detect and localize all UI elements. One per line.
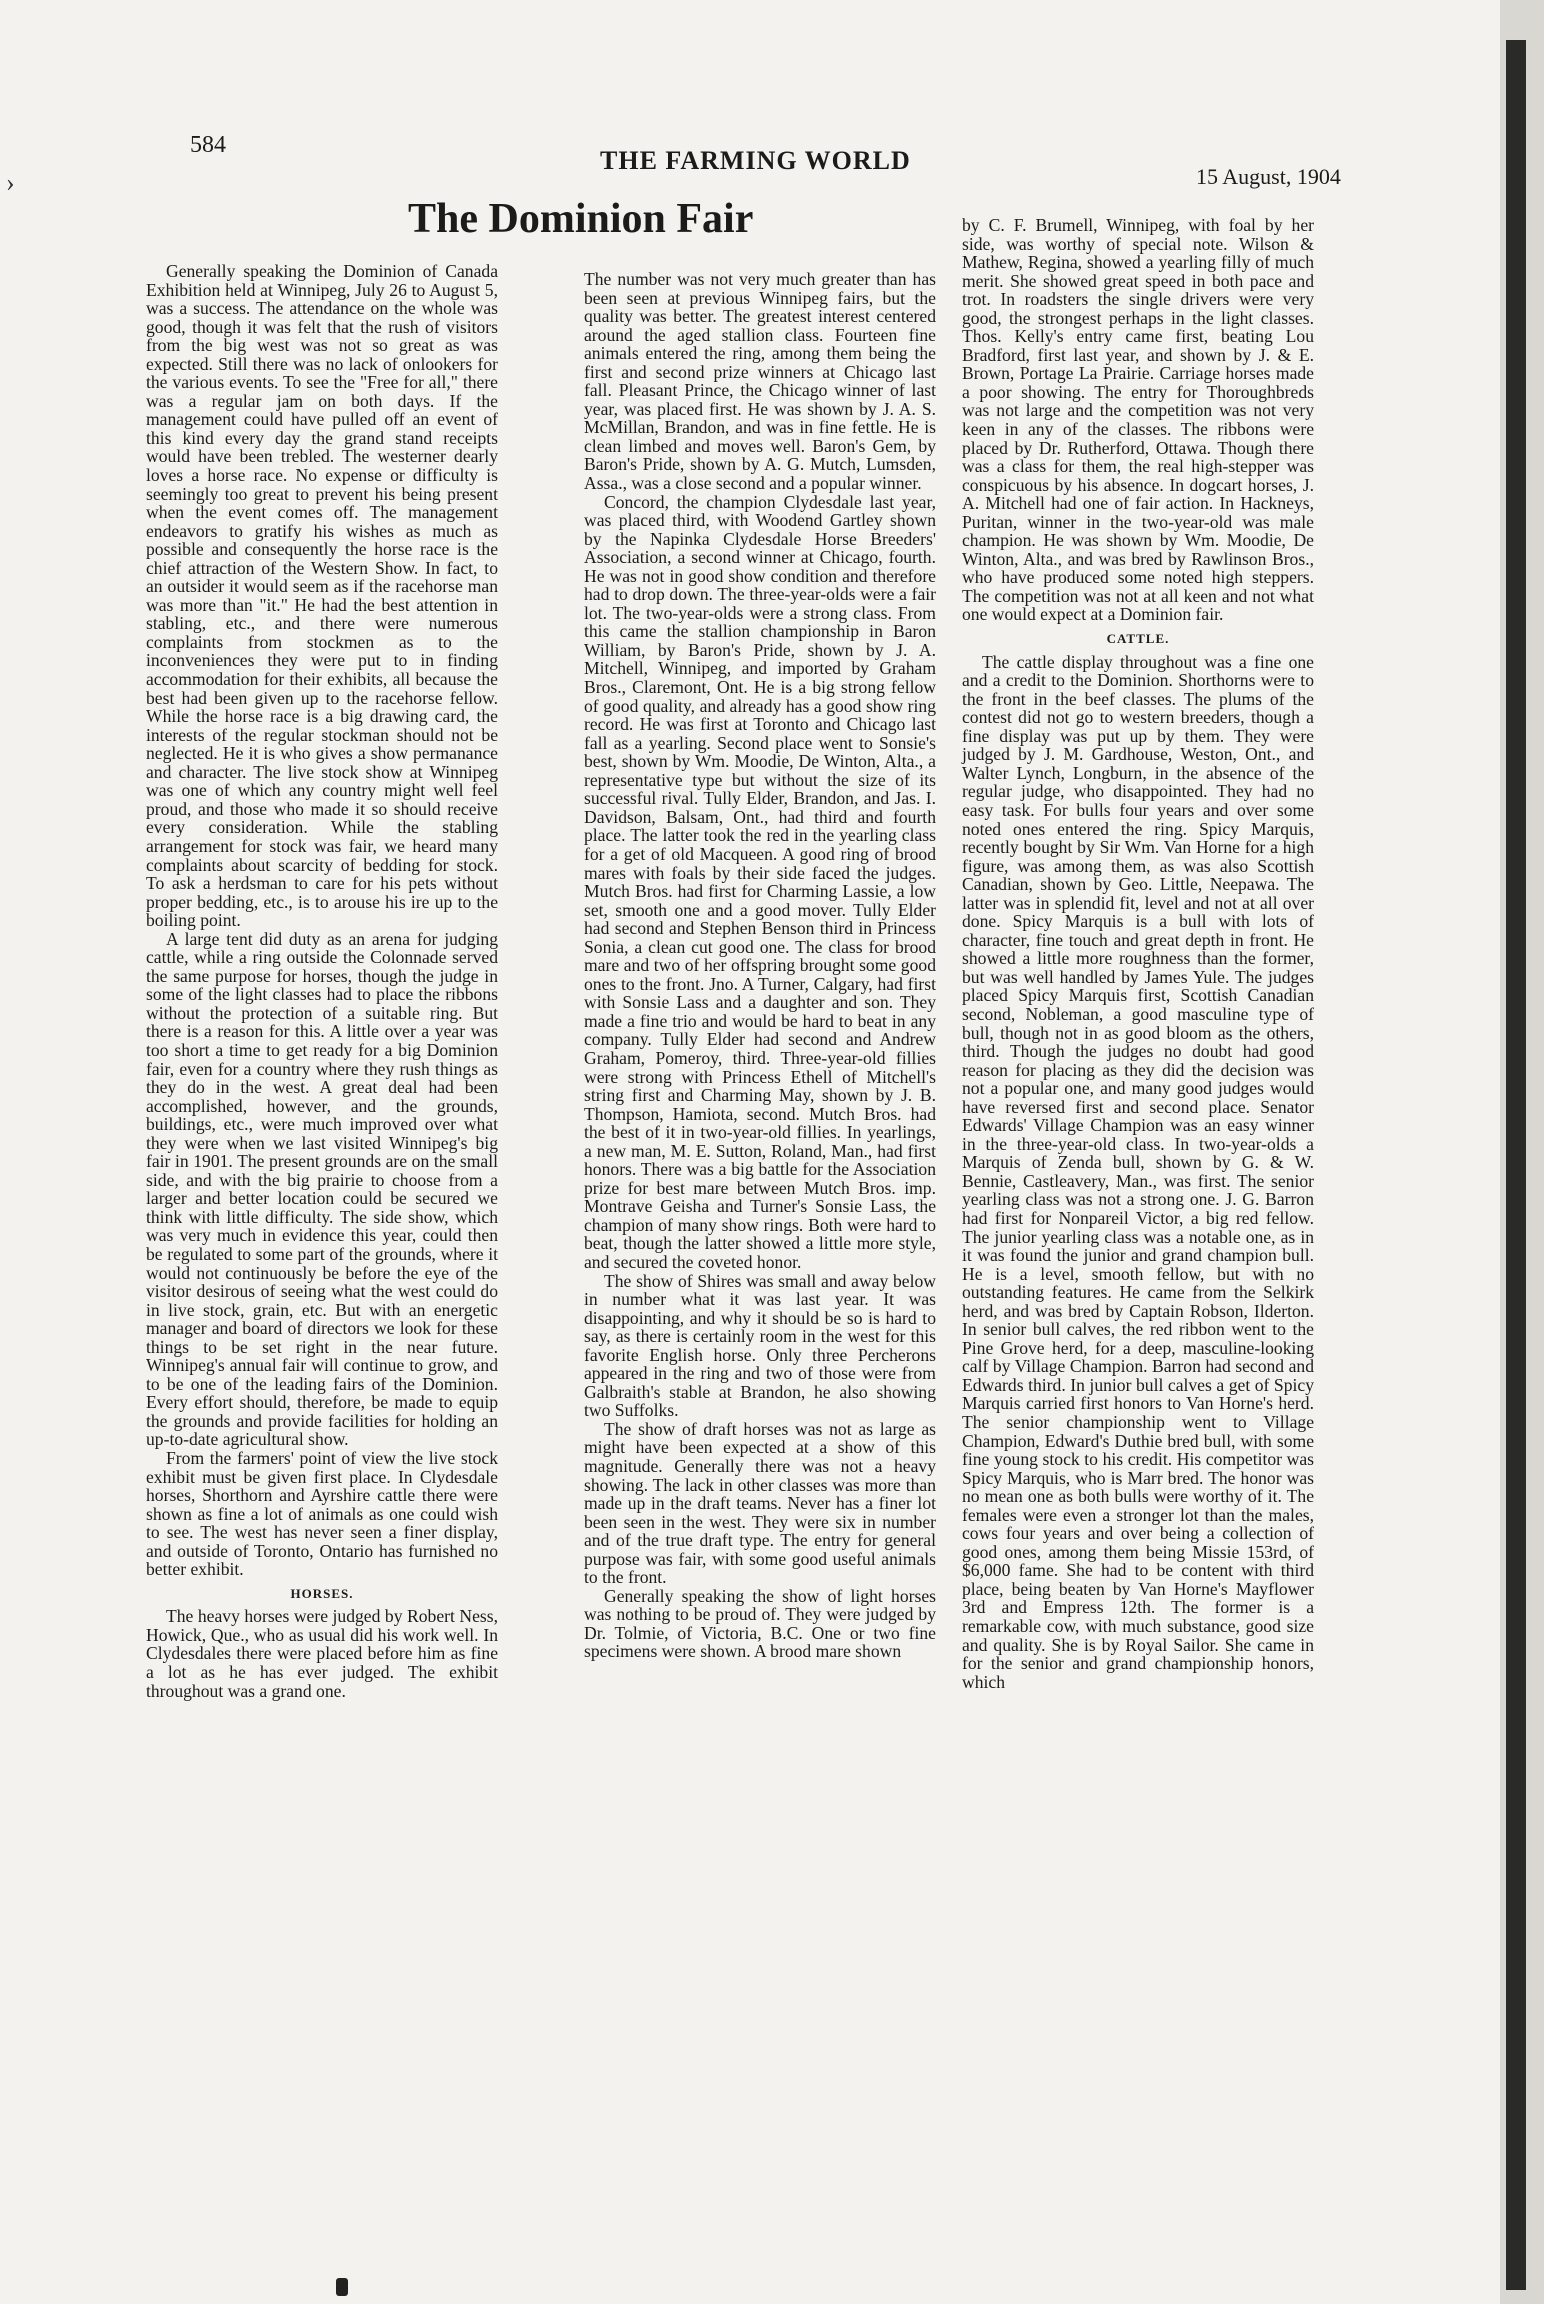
paragraph: The number was not very much greater than has been seen at previous Winnipeg fairs, but the quality was better. The greatest interest centered around the aged stallion class. Fourteen fine animals entered the ring, among them being the first and second prize winners at Chicago last fall. Pleasant Prince, the Chicago winner of last year, was placed first. He was shown by J. A. S. McMillan, Brandon, and was in fine fettle. He is clean limbed and moves well. Baron's Gem, by Baron's Pride, shown by A. G. Mutch, Lumsden, Assa., was a close second and a popular winner. [584,269,936,494]
paragraph: From the farmers' point of view the live stock exhibit must be given first place. In Clydesdale horses, Shorthorn and Ayrshire cattle there were shown as fine a lot of animals as one could wish to see. The west has never seen a finer display, and outside of Toronto, Ontario has furnished no better exhibit. [146,1448,498,1580]
running-head: THE FARMING WORLD [600,146,911,175]
article-column-2 [584,270,936,1661]
section-heading-cattle: CATTLE. [1106,631,1170,647]
issue-date: 15 August, 1904 [1196,164,1341,189]
paragraph: The heavy horses were judged by Robert Ness, Howick, Que., who as usual did his work well. In Clydesdales there were placed before him as fine a lot as he has ever judged. The exhibit throughout was a grand one. [146,1606,498,1701]
scan-artifact-left: › [6,168,15,197]
paragraph: Generally speaking the show of light horses was nothing to be proud of. They were judged by Dr. Tolmie, of Victoria, B.C. One or two fine specimens were shown. A brood mare shown [584,1585,936,1662]
paragraph: by C. F. Brumell, Winnipeg, with foal by her side, was worthy of special note. Wilson & Mathew, Regina, showed a yearling filly of much merit. She showed great speed in both pace and trot. In roadsters the single drivers were very good, the strongest perhaps in the light classes. Thos. Kelly's entry came first, beating Lou Bradford, first last year, and shown by J. & E. Brown, Portage La Prairie. Carriage horses made a poor showing. The entry for Thoroughbreds was not large and the competition was not very keen in any of the classes. The ribbons were placed by Dr. Rutherford, Ottawa. Though there was a class for them, the real high-stepper was conspicuous by his absence. In dogcart horses, J. A. Mitchell had one of fair action. In Hackneys, Puritan, winner in the two-year-old was male champion. He was shown by Wm. Moodie, De Winton, Alta., and was bred by Rawlinson Bros., who have produced some noted high steppers. The competition was not at all keen and not what one would expect at a Dominion fair. [962,215,1314,625]
paragraph: Generally speaking the Dominion of Canada Exhibition held at Winnipeg, July 26 to August 5, was a success. The attendance on the whole was good, though it was felt that the rush of visitors from the big west was not so great as was expected. Still there was no lack of onlookers for the various events. To see the "Free for all," there was a regular jam on both days. If the management could have pulled off an event of this kind every day the grand stand receipts would have been trebled. The westerner dearly loves a horse race. No expense or difficulty is seemingly too great to prevent his being present when the event comes off. The management endeavors to gratify his wishes as much as possible and consequently the horse race is the chief attraction of the Western Show. In fact, to an outsider it would seem as if the racehorse man was more than "it." He had the best attention in stabling, etc., and there were numerous complaints from stockmen as to the inconveniences they were put to in finding accommodation for their exhibits, all because the best had been given up to the racehorse fellow. While the horse race is a big drawing card, the interests of the regular stockman should not be neglected. He it is who gives a show permanance and character. The live stock show at Winnipeg was one of which any country might well feel proud, and those who made it so should receive every consideration. While the stabling arrangement for stock was fair, we heard many complaints about scarcity of bedding for stock. To ask a herdsman to care for his pets without proper bedding, etc., is to arouse his ire up to the boiling point. [146,261,498,931]
article-column-3 [962,216,1314,1691]
section-heading-horses: HORSES. [290,1585,354,1601]
paragraph: The cattle display throughout was a fine one and a credit to the Dominion. Shorthorns were to the front in the beef classes. The plums of the contest did not go to western breeders, though a fine display was put up by them. They were judged by J. M. Gardhouse, Weston, Ont., and Walter Lynch, Longburn, in the absence of the regular judge, who disappointed. They had no easy task. For bulls four years and over some noted ones entered the ring. Spicy Marquis, recently bought by Sir Wm. Van Horne for a high figure, was among them, as was also Scottish Canadian, shown by Geo. Little, Neepawa. The latter was in splendid fit, level and not at all over done. Spicy Marquis is a bull with lots of character, fine touch and great depth in front. He showed a little more roughness than the former, but was well handled by James Yule. The judges placed Spicy Marquis first, Scottish Canadian second, Nobleman, a good masculine type of bull, though not in as good bloom as the others, third. Though the judges no doubt had good reason for placing as they did the decision was not a popular one, and many good judges would have reversed first and second place. Senator Edwards' Village Champion was an easy winner in the three-year-old class. In two-year-olds a Marquis of Zenda bull, shown by G. & W. Bennie, Castleavery, Man., was first. The senior yearling class was not a strong one. J. G. Barron had first for Nonpareil Victor, a big red fellow. The junior yearling class was a notable one, as in it was found the junior and grand champion bull. He is a level, smooth fellow, but with no outstanding features. He came from the Selkirk herd, and was bred by Captain Robson, Ilderton. In senior bull calves, the red ribbon went to the Pine Grove herd, for a deep, masculine-looking calf by Village Champion. Barron had second and Edwards third. In junior bull calves a get of Spicy Marquis carried first honors to Van Horne's herd. The senior championship went to Village Champion, Edward's Duthie bred bull, with some fine young stock to his credit. His competitor was Spicy Marquis, who is Marr bred. The honor was no mean one as both bulls were worthy of it. The females were even a stronger lot than the males, cows four years and over being a collection of good ones, among them being Missie 153rd, of $6,000 fame. She had to be content with third place, being beaten by Van Horne's Mayflower 3rd and Empress 12th. The former is a remarkable cow, with much substance, good size and quality. She is by Royal Sailor. She came in for the senior and grand championship honors, which [962,651,1314,1692]
binding-shadow [1506,40,1526,2290]
article-title: The Dominion Fair [408,196,754,242]
paragraph: A large tent did duty as an arena for judging cattle, while a ring outside the Colonnade served the same purpose for horses, though the judge in some of the light classes had to place the ribbons without the protection of a suitable ring. But there is a reason for this. A little over a year was too short a time to get ready for a big Dominion fair, even for a country where they rush things as they do in the west. A great deal had been accomplished, however, and the grounds, buildings, etc., were much improved over what they were when we last visited Winnipeg's big fair in 1901. The present grounds are on the small side, and with the big prairie to choose from a larger and better location could be secured we think with little difficulty. The side show, which was very much in evidence this year, could then be regulated to some part of the grounds, where it would not continuously be before the eye of the visitor desirous of seeing what the west could do in live stock, grain, etc. But with an energetic manager and board of directors we look for these things to be set right in the near future. Winnipeg's annual fair will continue to grow, and to be one of the leading fairs of the Dominion. Every effort should, therefore, be made to equip the grounds and provide facilities for holding an up-to-date agricultural show. [146,928,498,1450]
article-column-1 [146,262,498,1700]
adjacent-page-edge [1500,0,1544,2304]
scan-artifact-bottom [336,2278,348,2296]
paragraph: The show of draft horses was not as large as might have been expected at a show of this magnitude. Generally there was not a heavy showing. The lack in other classes was more than made up in the draft teams. Never has a finer lot been seen in the west. They were six in number and of the true draft type. The entry for general purpose was fair, with some good useful animals to the front. [584,1418,936,1588]
paragraph: Concord, the champion Clydesdale last year, was placed third, with Woodend Gartley shown by the Napinka Clydesdale Horse Breeders' Association, a second winner at Chicago, fourth. He was not in good show condition and therefore had to drop down. The three-year-olds were a fair lot. The two-year-olds were a strong class. From this came the stallion championship in Baron William, by Baron's Pride, shown by J. A. Mitchell, Winnipeg, and imported by Graham Bros., Claremont, Ont. He is a big strong fellow of good quality, and already has a good show ring record. He was first at Toronto and Chicago last fall as a yearling. Second place went to Sonsie's best, shown by Wm. Moodie, De Winton, Alta., a representative type but without the size of its successful rival. Tully Elder, Brandon, and Jas. I. Davidson, Balsam, Ont., had third and fourth place. The latter took the red in the yearling class for a get of old Macqueen. A good ring of brood mares with foals by their side faced the judges. Mutch Bros. had first for Charming Lassie, a low set, smooth one and a good mover. Tully Elder had second and Stephen Benson third in Princess Sonia, a clean cut good one. The class for brood mare and two of her offspring brought some good ones to the front. Jno. A Turner, Calgary, had first with Sonsie Lass and a daughter and son. They made a fine trio and would be hard to beat in any company. Tully Elder had second and Andrew Graham, Pomeroy, third. Three-year-old fillies were strong with Princess Ethell of Mitchell's string first and Charming May, shown by J. B. Thompson, Hamiota, second. Mutch Bros. had the best of it in two-year-old fillies. In yearlings, a new man, M. E. Sutton, Roland, Man., had first honors. There was a big battle for the Association prize for best mare between Mutch Bros. imp. Montrave Geisha and Turner's Sonsie Lass, the champion of many show rings. Both were hard to beat, though the latter showed a little more style, and secured the coveted honor. [584,491,936,1272]
paragraph: The show of Shires was small and away below in number what it was last year. It was disappointing, and why it should be so is hard to say, as there is certainly room in the west for this favorite English horse. Only three Percherons appeared in the ring and two of those were from Galbraith's stable at Brandon, he also showing two Suffolks. [584,1270,936,1421]
page-number: 584 [190,132,226,158]
